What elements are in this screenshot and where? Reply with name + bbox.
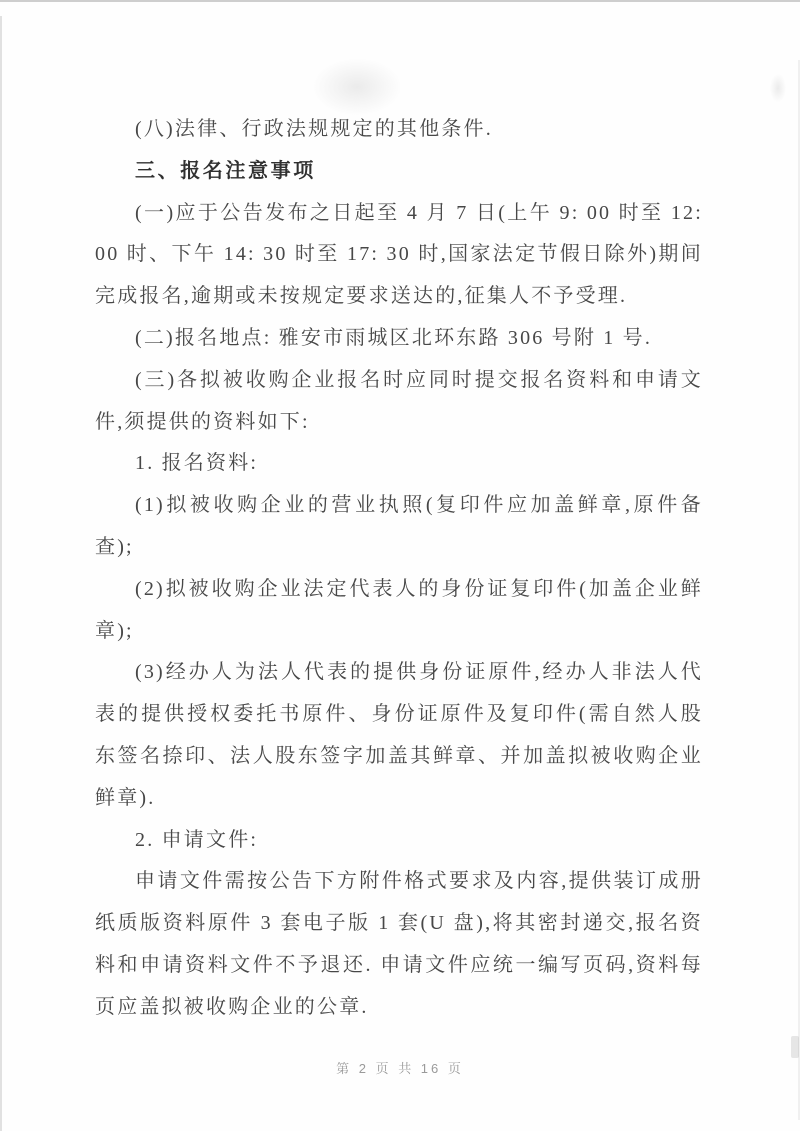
paragraph: (三)各拟被收购企业报名时应同时提交报名资料和申请文件,须提供的资料如下: [95, 368, 703, 433]
paragraph: 申请文件需按公告下方附件格式要求及内容,提供装订成册纸质版资料原件 3 套电子版 1 套(U 盘),将其密封递交,报名资料和申请资料文件不予退还. 申请文件应统一编写页码,资料每页应盖拟被收购企业的公章. [95, 870, 703, 1018]
paragraph: (1)拟被收购企业的营业执照(复印件应加盖鲜章,原件备查); [95, 494, 703, 558]
scan-edge-top [0, 0, 800, 2]
paragraph: (一)应于公告发布之日起至 4 月 7 日(上午 9: 00 时至 12: 00 时、下午 14: 30 时至 17: 30 时,国家法定节假日除外)期间完成报名,逾期或未按规定要求送达的,征集人不予受理. [95, 201, 703, 308]
document-body [95, 109, 703, 1029]
paragraph: (二)报名地点: 雅安市雨城区北环东路 306 号附 1 号. [135, 326, 653, 349]
paragraph: (3)经办人为法人代表的提供身份证原件,经办人非法人代表的提供授权委托书原件、身份证原件及复印件(需自然人股东签名捺印、法人股东签字加盖其鲜章、并加盖拟被收购企业鲜章). [95, 661, 703, 809]
scan-mark-right-top [770, 74, 786, 102]
section-heading: 三、报名注意事项 [135, 159, 316, 182]
scan-edge-left [0, 16, 2, 1131]
paragraph: (2)拟被收购企业法定代表人的身份证复印件(加盖企业鲜章); [95, 577, 703, 642]
paragraph: (八)法律、行政法规规定的其他条件. [135, 118, 493, 140]
page-footer [0, 1058, 800, 1077]
scan-smudge [312, 58, 402, 116]
paragraph: 2. 申请文件: [135, 828, 259, 851]
paragraph: 1. 报名资料: [135, 452, 259, 475]
page-number-label: 第 2 页 共 16 页 [336, 1061, 464, 1076]
scan-mark-right-bottom [791, 1036, 799, 1058]
